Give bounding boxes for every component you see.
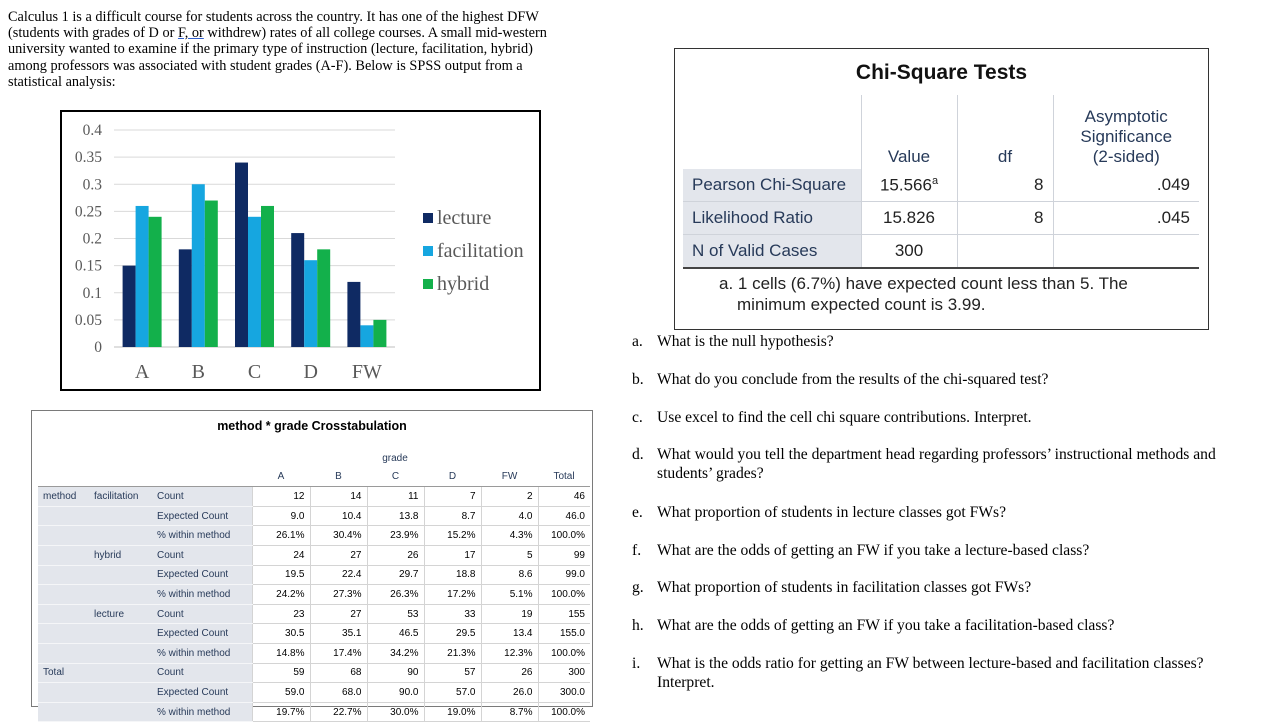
crosstab-row — [38, 683, 590, 703]
bar-facilitation-C — [248, 217, 261, 347]
chi-square-table — [683, 95, 1199, 269]
crosstab-cell: 59 — [252, 663, 310, 683]
crosstab-row — [38, 585, 590, 605]
crosstab-cell: 99 — [538, 545, 590, 565]
crosstab-method-cell — [38, 526, 89, 546]
crosstab-stat-label: % within method — [152, 585, 252, 605]
crosstab-cell: 10.4 — [310, 506, 367, 526]
crosstab-title: method * grade Crosstabulation — [217, 419, 407, 433]
crosstab-cell: 46 — [538, 487, 590, 507]
crosstab-cell: 57.0 — [424, 683, 481, 703]
intro-underlined-text: F, or — [177, 25, 204, 42]
crosstab-stat-label: Count — [152, 604, 252, 624]
y-tick-label: 0 — [94, 339, 102, 356]
intro-text: withdrew) rates of all college courses. A small mid-western — [203, 25, 547, 42]
intro-line: Calculus 1 is a difficult course for students across the country. It has one of the highest DFW — [8, 9, 539, 25]
crosstab-column-header: A — [252, 468, 310, 487]
question-letter: a. — [632, 333, 643, 350]
crosstab-method-cell — [38, 565, 89, 585]
bar-hybrid-A — [149, 217, 162, 347]
crosstab-cell: 100.0% — [538, 526, 590, 546]
crosstab-cell: 21.3% — [424, 643, 481, 663]
chi-row — [683, 235, 1199, 269]
crosstab-cell: 4.0 — [481, 506, 538, 526]
crosstab-cell: 53 — [367, 604, 424, 624]
crosstab-cell: 2 — [481, 487, 538, 507]
x-tick-label: B — [191, 361, 205, 383]
crosstab-method-cell — [38, 585, 89, 605]
question-text: What do you conclude from the results of the chi-squared test? — [657, 371, 1049, 388]
crosstab-stat-label: % within method — [152, 643, 252, 663]
crosstab-cell: 300 — [538, 663, 590, 683]
crosstab-group-cell — [89, 702, 152, 722]
crosstab-row — [38, 604, 590, 624]
x-tick-label: D — [303, 361, 318, 383]
bar-lecture-D — [291, 233, 304, 347]
bar-facilitation-A — [136, 206, 149, 347]
crosstab-cell: 17 — [424, 545, 481, 565]
legend-swatch-lecture — [423, 213, 433, 223]
footnote-line: minimum expected count is 3.99. — [737, 295, 986, 314]
question-text: What are the odds of getting an FW if you take a lecture-based class? — [657, 542, 1090, 559]
crosstab-row — [38, 545, 590, 565]
crosstab-cell: 29.5 — [424, 624, 481, 644]
question-letter: d. — [632, 446, 644, 463]
crosstab-cell: 12.3% — [481, 643, 538, 663]
crosstab-cell: 30.5 — [252, 624, 310, 644]
crosstab-cell: 27 — [310, 545, 367, 565]
chi-header-significance — [1053, 95, 1199, 169]
crosstab-cell: 8.7 — [424, 506, 481, 526]
intro-line — [8, 25, 568, 41]
crosstab-cell: 15.2% — [424, 526, 481, 546]
crosstab-cell: 46.0 — [538, 506, 590, 526]
crosstab-cell: 26.1% — [252, 526, 310, 546]
y-tick-label: 0.2 — [82, 230, 102, 248]
crosstab-group-cell — [89, 526, 152, 546]
crosstab-row — [38, 506, 590, 526]
crosstab-cell: 59.0 — [252, 683, 310, 703]
chi-row-df — [957, 235, 1053, 269]
crosstab-group-label: hybrid — [89, 545, 152, 565]
crosstab-method-cell — [38, 506, 89, 526]
crosstab-stat-label: Count — [152, 545, 252, 565]
bar-lecture-A — [123, 266, 136, 347]
crosstab-cell: 11 — [367, 487, 424, 507]
crosstab-cell: 26.3% — [367, 585, 424, 605]
legend-label-facilitation: facilitation — [437, 240, 524, 262]
y-tick-label: 0.05 — [74, 311, 102, 329]
chi-square-title: Chi-Square Tests — [855, 61, 1028, 84]
crosstab-cell: 35.1 — [310, 624, 367, 644]
crosstab-row — [38, 565, 590, 585]
crosstab-column-header: Total — [538, 468, 590, 487]
crosstab-cell: 27.3% — [310, 585, 367, 605]
crosstab-cell: 5.1% — [481, 585, 538, 605]
crosstab-cell: 13.8 — [367, 506, 424, 526]
question-letter: c. — [632, 409, 643, 426]
question-text: What would you tell the department head regarding professors’ instructional methods and students’ grades? — [657, 446, 1216, 482]
chi-row-sig — [1053, 235, 1199, 269]
chi-row-sig: .045 — [1053, 202, 1199, 235]
question-letter: h. — [632, 617, 644, 634]
crosstab-cell: 19.0% — [424, 702, 481, 722]
crosstab-header-empty — [538, 449, 590, 468]
x-tick-label: A — [134, 361, 150, 383]
crosstab-cell: 155 — [538, 604, 590, 624]
crosstab-method-label: Total — [38, 663, 89, 683]
crosstab-cell: 99.0 — [538, 565, 590, 585]
crosstab-cell: 30.4% — [310, 526, 367, 546]
question-letter: e. — [632, 504, 643, 521]
crosstab-method-label: method — [38, 487, 89, 507]
crosstab-cell: 34.2% — [367, 643, 424, 663]
bar-chart — [60, 110, 541, 391]
bar-lecture-B — [179, 249, 192, 347]
chi-header-sig-line: Significance — [1080, 127, 1173, 146]
question-text: What proportion of students in lecture classes got FWs? — [657, 504, 1007, 521]
crosstab-row — [38, 663, 590, 683]
crosstab-cell: 23.9% — [367, 526, 424, 546]
chi-header-value: Value — [861, 95, 957, 169]
chi-header-sig-line: (2-sided) — [1092, 147, 1160, 166]
question-text: What proportion of students in facilitation classes got FWs? — [657, 579, 1032, 596]
question-letter: i. — [632, 655, 641, 672]
chi-header-sig-line: Asymptotic — [1084, 107, 1168, 126]
crosstab-cell: 14.8% — [252, 643, 310, 663]
chi-row-label: N of Valid Cases — [683, 235, 861, 269]
intro-line: university wanted to examine if the primary type of instruction (lecture, facilitation, hybrid) — [8, 41, 533, 58]
crosstab-group-cell — [89, 624, 152, 644]
crosstab-method-cell — [38, 643, 89, 663]
y-tick-label: 0.1 — [82, 284, 102, 302]
crosstab-cell: 17.2% — [424, 585, 481, 605]
crosstab-stat-label: % within method — [152, 526, 252, 546]
intro-line: statistical analysis: — [8, 73, 116, 90]
question-text: What is the odds ratio for getting an FW between lecture-based and facilitation classes? Interpret. — [657, 655, 1204, 691]
crosstab-cell: 26.0 — [481, 683, 538, 703]
bar-hybrid-C — [261, 206, 274, 347]
crosstab-panel — [31, 410, 593, 718]
crosstab-group-cell — [89, 565, 152, 585]
crosstab-cell: 100.0% — [538, 585, 590, 605]
crosstab-cell: 8.6 — [481, 565, 538, 585]
crosstab-method-cell — [38, 702, 89, 722]
crosstab-group-label — [89, 663, 152, 683]
crosstab-cell: 100.0% — [538, 702, 590, 722]
chi-row — [683, 169, 1199, 202]
crosstab-cell: 26 — [481, 663, 538, 683]
chi-header-empty — [683, 95, 861, 169]
crosstab-cell: 4.3% — [481, 526, 538, 546]
crosstab-row — [38, 643, 590, 663]
crosstab-cell: 90 — [367, 663, 424, 683]
chi-footnote-marker: a — [931, 174, 939, 187]
chi-row-value: 300 — [861, 235, 957, 269]
question-letter: g. — [632, 579, 644, 596]
crosstab-cell: 57 — [424, 663, 481, 683]
crosstab-cell: 24 — [252, 545, 310, 565]
crosstab-cell: 19 — [481, 604, 538, 624]
chi-square-footnote — [719, 273, 1189, 315]
crosstab-row — [38, 624, 590, 644]
chi-header-row — [683, 95, 1199, 169]
bar-lecture-FW — [347, 282, 360, 347]
crosstab-column-row — [38, 468, 590, 487]
crosstab-cell: 19.7% — [252, 702, 310, 722]
crosstab-cell: 23 — [252, 604, 310, 624]
crosstab-method-label — [38, 545, 89, 565]
bar-hybrid-FW — [373, 320, 386, 347]
question-text: What are the odds of getting an FW if you take a facilitation-based class? — [657, 617, 1115, 634]
crosstab-cell: 7 — [424, 487, 481, 507]
crosstab-cell: 100.0% — [538, 643, 590, 663]
crosstab-cell: 19.5 — [252, 565, 310, 585]
crosstab-stat-label: Expected Count — [152, 683, 252, 703]
footnote-line: a. 1 cells (6.7%) have expected count less than 5. The — [719, 274, 1128, 293]
crosstab-cell: 30.0% — [367, 702, 424, 722]
crosstab-row — [38, 702, 590, 722]
crosstab-header-empty — [38, 449, 252, 468]
question-text: What is the null hypothesis? — [657, 333, 834, 350]
chi-value-text: 15.566 — [879, 175, 932, 195]
crosstab-cell: 22.4 — [310, 565, 367, 585]
chi-row-sig: .049 — [1053, 169, 1199, 202]
bar-lecture-C — [235, 163, 248, 347]
crosstab-cell: 17.4% — [310, 643, 367, 663]
chi-row-df: 8 — [957, 202, 1053, 235]
question-letter: f. — [632, 542, 642, 559]
crosstab-table — [38, 449, 590, 722]
bar-facilitation-D — [304, 260, 317, 347]
crosstab-stat-label: Count — [152, 487, 252, 507]
y-tick-label: 0.25 — [74, 203, 102, 221]
crosstab-column-header: FW — [481, 468, 538, 487]
crosstab-cell: 24.2% — [252, 585, 310, 605]
crosstab-header-row — [38, 449, 590, 468]
crosstab-cell: 68 — [310, 663, 367, 683]
intro-paragraph — [8, 9, 568, 90]
crosstab-cell: 14 — [310, 487, 367, 507]
y-tick-label: 0.4 — [82, 122, 102, 139]
chi-row-label: Likelihood Ratio — [683, 202, 861, 235]
crosstab-cell: 13.4 — [481, 624, 538, 644]
crosstab-group-cell — [89, 683, 152, 703]
crosstab-cell: 22.7% — [310, 702, 367, 722]
bar-hybrid-B — [205, 201, 218, 347]
legend-label-lecture: lecture — [437, 207, 492, 229]
crosstab-cell: 26 — [367, 545, 424, 565]
crosstab-method-cell — [38, 624, 89, 644]
crosstab-cell: 29.7 — [367, 565, 424, 585]
chi-square-panel — [674, 48, 1209, 330]
crosstab-cell: 46.5 — [367, 624, 424, 644]
crosstab-group-label: facilitation — [89, 487, 152, 507]
crosstab-cell: 90.0 — [367, 683, 424, 703]
chi-row — [683, 202, 1199, 235]
crosstab-stat-label: Count — [152, 663, 252, 683]
crosstab-row — [38, 526, 590, 546]
legend-label-hybrid: hybrid — [437, 273, 490, 295]
chi-row-value — [861, 169, 957, 202]
crosstab-stat-label: Expected Count — [152, 565, 252, 585]
crosstab-group-cell — [89, 643, 152, 663]
crosstab-cell: 155.0 — [538, 624, 590, 644]
intro-text: (students with grades of D or — [8, 25, 178, 42]
crosstab-grade-label: grade — [382, 452, 408, 464]
y-tick-label: 0.35 — [74, 149, 102, 167]
crosstab-cell: 18.8 — [424, 565, 481, 585]
crosstab-cell: 27 — [310, 604, 367, 624]
crosstab-stat-label: Expected Count — [152, 506, 252, 526]
chi-header-df: df — [957, 95, 1053, 169]
crosstab-row — [38, 487, 590, 507]
crosstab-method-cell — [38, 683, 89, 703]
x-tick-label: FW — [351, 361, 382, 383]
question-letter: b. — [632, 371, 644, 388]
crosstab-cell: 33 — [424, 604, 481, 624]
crosstab-cell: 5 — [481, 545, 538, 565]
x-tick-label: C — [247, 361, 262, 383]
bar-chart-canvas — [62, 112, 539, 389]
question-text: Use excel to find the cell chi square contributions. Interpret. — [657, 409, 1032, 426]
y-tick-label: 0.3 — [82, 176, 102, 194]
bar-facilitation-FW — [360, 325, 373, 347]
crosstab-header-empty — [38, 468, 252, 487]
y-tick-label: 0.15 — [74, 257, 102, 275]
bar-hybrid-D — [317, 249, 330, 347]
crosstab-stat-label: % within method — [152, 702, 252, 722]
crosstab-cell: 8.7% — [481, 702, 538, 722]
crosstab-column-header: C — [367, 468, 424, 487]
crosstab-stat-label: Expected Count — [152, 624, 252, 644]
legend-swatch-facilitation — [423, 246, 433, 256]
chi-row-label: Pearson Chi-Square — [683, 169, 861, 202]
crosstab-cell: 300.0 — [538, 683, 590, 703]
chi-row-df: 8 — [957, 169, 1053, 202]
crosstab-group-label: lecture — [89, 604, 152, 624]
crosstab-cell: 68.0 — [310, 683, 367, 703]
legend-swatch-hybrid — [423, 279, 433, 289]
crosstab-group-cell — [89, 585, 152, 605]
intro-line: among professors was associated with student grades (A-F). Below is SPSS output from a — [8, 57, 523, 74]
crosstab-group-cell — [89, 506, 152, 526]
crosstab-column-header: B — [310, 468, 367, 487]
crosstab-cell: 12 — [252, 487, 310, 507]
crosstab-method-label — [38, 604, 89, 624]
crosstab-cell: 9.0 — [252, 506, 310, 526]
crosstab-column-header: D — [424, 468, 481, 487]
chi-row-value: 15.826 — [861, 202, 957, 235]
bar-facilitation-B — [192, 184, 205, 347]
